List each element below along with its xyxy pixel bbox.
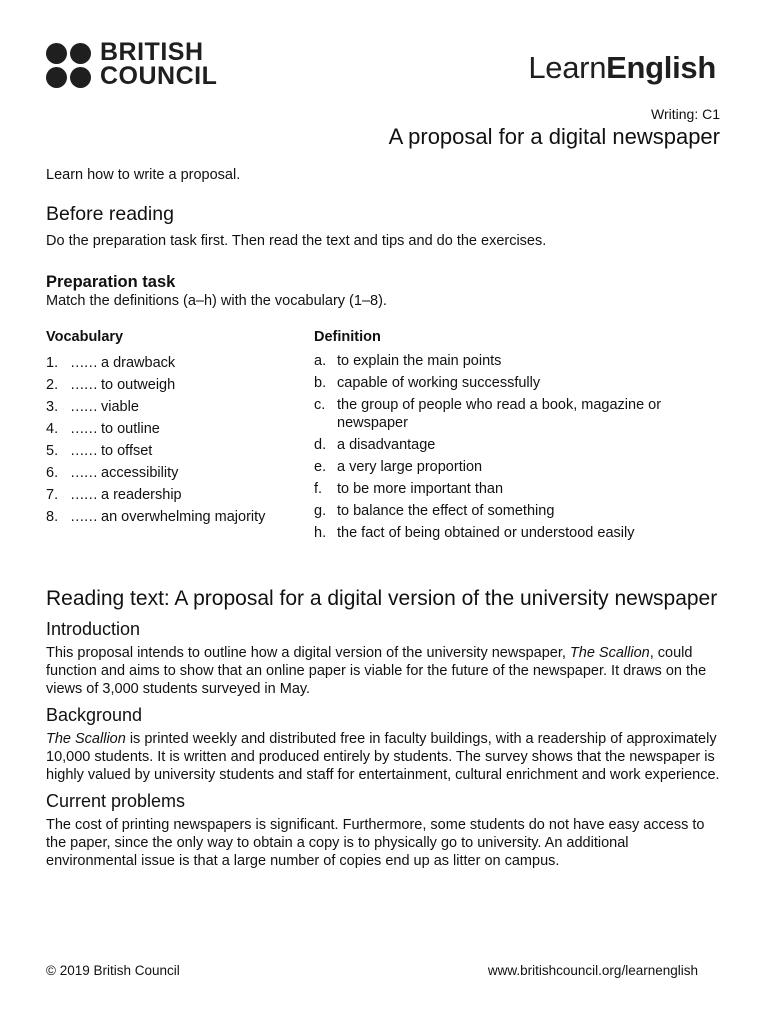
page-title: A proposal for a digital newspaper — [388, 124, 720, 149]
definition-item — [314, 352, 722, 370]
answer-blank: …… — [70, 443, 97, 459]
vocabulary-term: viable — [101, 399, 139, 415]
definition-item — [314, 524, 722, 542]
definition-item — [314, 374, 722, 392]
vocabulary-number: 3. — [46, 399, 59, 415]
preparation-task-text: Match the definitions (a–h) with the vocabulary (1–8). — [46, 293, 387, 309]
british-council-logo-text: BRITISH COUNCIL — [100, 38, 218, 90]
vocabulary-term: to offset — [101, 443, 153, 459]
answer-blank: …… — [70, 421, 97, 437]
answer-blank: …… — [70, 509, 97, 525]
background-paragraph: The Scallion is printed weekly and distributed free in faculty buildings, with a readership of approximately 10,000 students. It is written and produced entirely by students. The survey shows that the newspaper is highly valued by university students and staff for entertainment, cultural enrichment and work experience. — [46, 731, 720, 783]
vocabulary-term: a drawback — [101, 355, 176, 371]
definition-column — [314, 328, 722, 546]
vocabulary-header: Vocabulary — [46, 329, 124, 345]
vocabulary-item — [46, 484, 314, 506]
vocabulary-item — [46, 396, 314, 418]
level-label: Writing: C1 — [651, 106, 720, 122]
vocabulary-number: 7. — [46, 487, 59, 503]
definition-item — [314, 502, 722, 520]
definition-letter: g. — [314, 503, 327, 519]
definition-letter: f. — [314, 481, 323, 497]
vocabulary-term: accessibility — [101, 465, 179, 481]
reading-text-section — [46, 586, 722, 870]
definition-letter: c. — [314, 397, 326, 413]
definition-text: a very large proportion — [337, 459, 483, 475]
vocabulary-item — [46, 352, 314, 374]
definition-text: a disadvantage — [337, 437, 436, 453]
definition-item — [314, 436, 722, 454]
learnenglish-logo: LearnEnglish — [528, 50, 716, 85]
definition-letter: d. — [314, 437, 327, 453]
answer-blank: …… — [70, 399, 97, 415]
vocabulary-term: a readership — [101, 487, 182, 503]
british-council-logo-icon — [46, 43, 92, 89]
vocabulary-term: an overwhelming majority — [101, 509, 266, 525]
definition-header: Definition — [314, 329, 381, 345]
vocabulary-item — [46, 418, 314, 440]
answer-blank: …… — [70, 355, 97, 371]
definition-item — [314, 480, 722, 498]
vocabulary-number: 8. — [46, 509, 59, 525]
current-problems-paragraph: The cost of printing newspapers is significant. Furthermore, some students do not have easy access to the paper, since the only way to obtain a copy is to physically go to university. An additional environmental issue is that a large number of copies end up as litter on campus. — [46, 817, 705, 869]
footer-copyright: © 2019 British Council — [46, 963, 180, 978]
vocabulary-number: 6. — [46, 465, 59, 481]
vocabulary-number: 1. — [46, 355, 59, 371]
current-problems-heading: Current problems — [46, 791, 186, 811]
preparation-task-heading: Preparation task — [46, 273, 176, 291]
definition-text: to explain the main points — [337, 353, 502, 369]
vocabulary-item — [46, 506, 314, 528]
vocabulary-number: 4. — [46, 421, 59, 437]
definition-item — [314, 458, 722, 476]
vocabulary-item — [46, 374, 314, 396]
vocabulary-number: 2. — [46, 377, 59, 393]
vocabulary-term: to outweigh — [101, 377, 176, 393]
before-reading-heading: Before reading — [46, 203, 174, 225]
definition-letter: a. — [314, 353, 327, 369]
before-reading-text: Do the preparation task first. Then read the text and tips and do the exercises. — [46, 233, 547, 249]
vocabulary-item — [46, 462, 314, 484]
vocabulary-column — [46, 328, 314, 546]
definition-item — [314, 396, 722, 432]
background-heading: Background — [46, 705, 143, 725]
matching-exercise — [46, 328, 722, 546]
vocabulary-number: 5. — [46, 443, 59, 459]
definition-text: capable of working successfully — [337, 375, 541, 391]
main-content — [46, 166, 722, 870]
definition-text: the group of people who read a book, magazine or newspaper — [337, 397, 662, 431]
vocabulary-term: to outline — [101, 421, 160, 437]
definition-text: to be more important than — [337, 481, 504, 497]
definition-text: the fact of being obtained or understood easily — [337, 525, 635, 541]
answer-blank: …… — [70, 377, 97, 393]
introduction-paragraph: This proposal intends to outline how a digital version of the university newspaper, The Scallion, could function and aims to show that an online paper is viable for the future of the newspaper. It draws on the views of 3,000 students surveyed in May. — [46, 645, 707, 697]
page-header — [0, 0, 768, 110]
vocabulary-item — [46, 440, 314, 462]
footer-url: www.britishcouncil.org/learnenglish — [487, 963, 698, 978]
answer-blank: …… — [70, 465, 97, 481]
definition-letter: e. — [314, 459, 327, 475]
definition-text: to balance the effect of something — [337, 503, 555, 519]
definition-letter: h. — [314, 525, 327, 541]
introduction-heading: Introduction — [46, 619, 141, 639]
answer-blank: …… — [70, 487, 97, 503]
reading-text-heading: Reading text: A proposal for a digital version of the university newspaper — [46, 587, 718, 610]
intro-text: Learn how to write a proposal. — [46, 167, 241, 183]
definition-letter: b. — [314, 375, 327, 391]
